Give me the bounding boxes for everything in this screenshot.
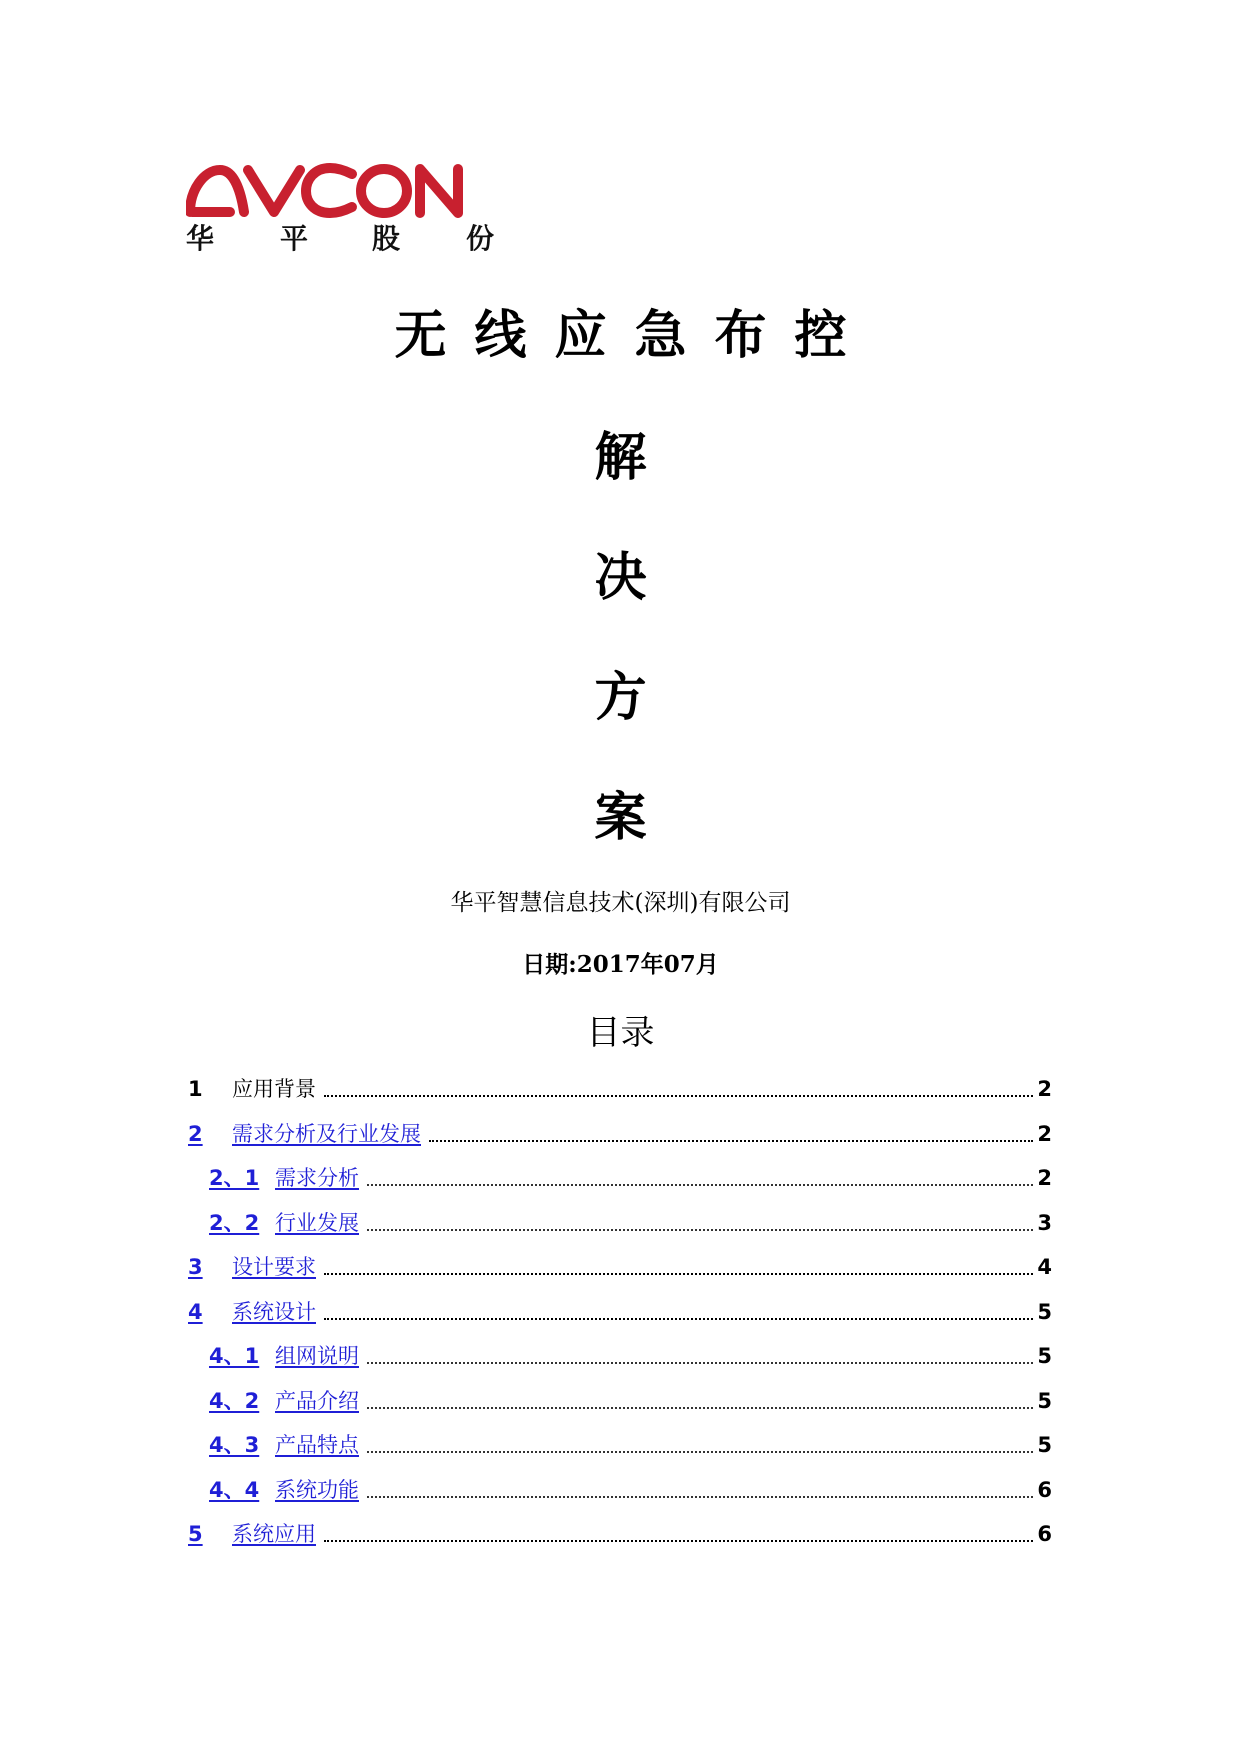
title-line: 案 [594,788,647,848]
toc-dot-leader [429,1140,1033,1142]
toc-heading: 目录 [586,1013,655,1053]
toc-dot-leader [324,1318,1033,1320]
toc-entry-label: 应用背景 [232,1077,316,1101]
toc-entry-label[interactable]: 组网说明 [275,1344,359,1368]
toc-entry-number[interactable]: 5 [188,1522,203,1546]
logo-char: 股 [372,222,401,255]
toc-entry-label[interactable]: 设计要求 [232,1255,316,1279]
toc-entry-page: 5 [1037,1433,1052,1457]
toc-entry[interactable] [209,1204,1052,1238]
toc-entry-page: 4 [1037,1255,1052,1279]
toc-dot-leader [367,1407,1033,1409]
toc-entry-number[interactable]: 4、1 [209,1344,260,1368]
toc-entry-number[interactable]: 3 [188,1255,203,1279]
toc-entry-number[interactable]: 4、2 [209,1388,260,1413]
toc-entry-number[interactable]: 2 [188,1121,203,1146]
toc-entry-label[interactable]: 产品特点 [275,1433,359,1457]
toc-entry-number[interactable]: 2、2 [209,1210,260,1235]
toc-entry-page: 2 [1037,1121,1052,1146]
toc-dot-leader [367,1451,1033,1453]
toc-entry-number: 1 [188,1077,203,1101]
toc-entry-label[interactable]: 产品介绍 [275,1388,359,1413]
logo-subtitle [186,220,498,258]
toc-entry[interactable] [209,1382,1052,1416]
toc-entry-label[interactable]: 系统功能 [275,1477,359,1502]
toc-entry[interactable] [209,1337,1052,1371]
toc-entry-page: 6 [1037,1522,1052,1546]
toc-dot-leader [367,1362,1033,1364]
toc-entry-page: 5 [1037,1388,1052,1413]
toc-entry-number[interactable]: 4 [188,1299,203,1324]
document-title: 无线应急布控 [394,306,875,366]
toc-entry [188,1070,1052,1104]
toc-entry[interactable] [188,1115,1052,1149]
toc-entry-page: 5 [1037,1299,1052,1324]
title-line: 解 [594,428,647,488]
toc-entry-number[interactable]: 4、4 [209,1477,260,1502]
toc-entry-page: 3 [1037,1210,1052,1235]
toc-entry[interactable] [209,1159,1052,1193]
toc-entry-page: 2 [1037,1166,1052,1190]
toc-dot-leader [324,1095,1033,1097]
toc-dot-leader [367,1229,1033,1231]
toc-entry-number[interactable]: 2、1 [209,1166,260,1190]
toc-entry[interactable] [188,1293,1052,1327]
toc-dot-leader [367,1184,1033,1186]
avcon-wordmark-logo [186,162,498,218]
logo-char: 华 [186,222,215,255]
toc-entry[interactable] [188,1248,1052,1282]
document-date: 日期:2017年07月 [522,951,719,978]
toc-dot-leader [324,1540,1033,1542]
title-line: 决 [594,548,647,608]
toc-entry-label[interactable]: 需求分析 [275,1166,359,1190]
toc-entry[interactable] [209,1471,1052,1505]
toc-entry-page: 5 [1037,1344,1052,1368]
toc-entry[interactable] [209,1426,1052,1460]
toc-dot-leader [324,1273,1033,1275]
toc-entry-label[interactable]: 行业发展 [275,1210,359,1235]
company-logo [186,162,506,262]
toc-entry-label[interactable]: 系统应用 [232,1522,316,1546]
toc-entry-number[interactable]: 4、3 [209,1433,260,1457]
toc-entry-label[interactable]: 需求分析及行业发展 [232,1121,421,1146]
company-name: 华平智慧信息技术(深圳)有限公司 [450,890,791,916]
logo-char: 份 [466,222,495,255]
title-line: 方 [594,668,647,728]
toc-dot-leader [367,1496,1033,1498]
toc-entry-label[interactable]: 系统设计 [232,1299,316,1324]
logo-char: 平 [280,222,309,255]
toc-entry-page: 2 [1037,1077,1052,1101]
toc-entry[interactable] [188,1515,1052,1549]
toc-entry-page: 6 [1037,1477,1052,1502]
